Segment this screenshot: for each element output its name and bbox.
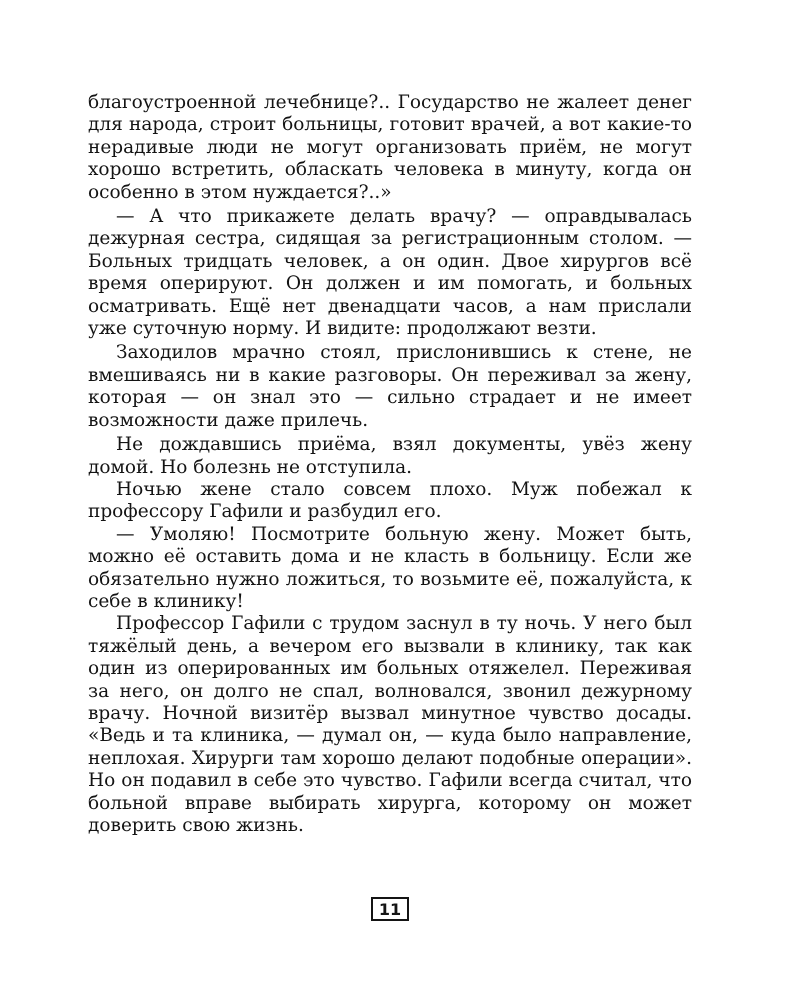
paragraph-5: Ночью жене стало совсем плохо. Муж побежал к профессору Гафили и разбудил его. (88, 478, 692, 523)
page-number: 11 (371, 897, 409, 921)
paragraph-7: Профессор Гафили с трудом заснул в ту ночь. У него был тяжёлый день, а вечером его вызвали в клинику, так как один из оперированных им больных отяжелел. Переживая за него, он долго не спал, волновался, звонил дежурному врачу. Ночной визитёр вызвал минутное чувство досады. «Ведь и та клиника, — думал он, — куда было направление, неплохая. Хирурги там хорошо делают подобные операции». Но он подавил в себе это чувство. Гафили всегда считал, что больной вправе выбирать хирурга, которому он может доверить свою жизнь. (88, 613, 692, 836)
page-text (88, 92, 692, 839)
paragraph-6: — Умоляю! Посмотрите больную жену. Может быть, можно её оставить дома и не класть в больницу. Если же обязательно нужно ложиться, то возьмите её, пожалуйста, к себе в клинику! (88, 523, 692, 612)
paragraph-1: благоустроенной лечебнице?.. Государство не жалеет денег для народа, строит больницы, готовит врачей, а вот какие-то нерадивые люди не могут организовать приём, не могут хорошо встретить, обласкать человека в минуту, когда он особенно в этом нуждается?..» (88, 92, 692, 203)
paragraph-3: Заходилов мрачно стоял, прислонившись к стене, не вмешиваясь ни в какие разговоры. Он переживал за жену, которая — он знал это — сильно страдает и не имеет возможности даже прилечь. (88, 342, 692, 431)
paragraph-2: — А что прикажете делать врачу? — оправдывалась дежурная сестра, сидящая за регистрационным столом. — Больных тридцать человек, а он один. Двое хирургов всё время оперируют. Он должен и им помогать, и больных осматривать. Ещё нет двенадцати часов, а нам прислали уже суточную норму. И видите: продолжают везти. (88, 206, 692, 340)
paragraph-4: Не дождавшись приёма, взял документы, увёз жену домой. Но болезнь не отступила. (88, 434, 692, 478)
